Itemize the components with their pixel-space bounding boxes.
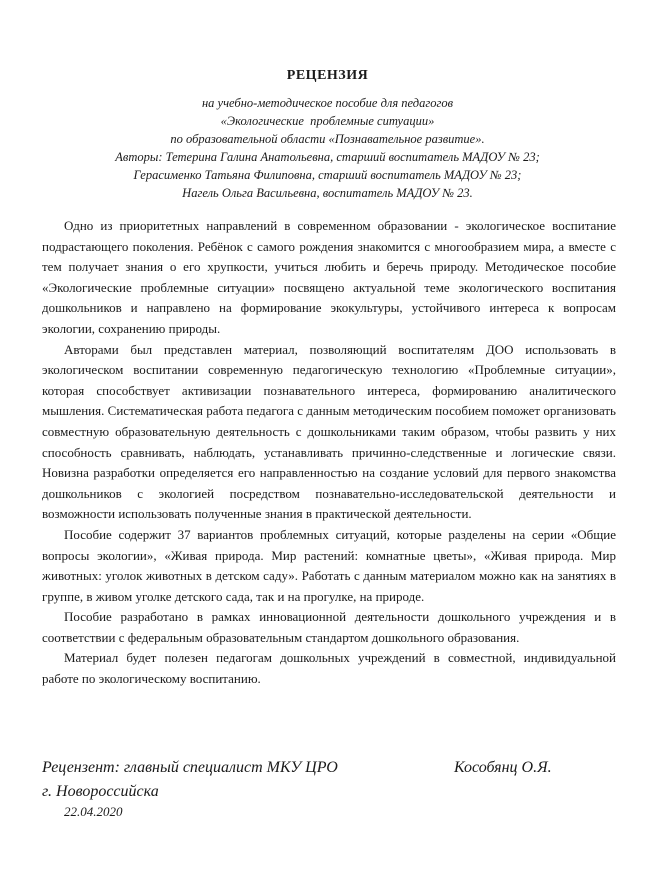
document-body [42,216,616,690]
subtitle-line: Авторы: Тетерина Галина Анатольевна, старший воспитатель МАДОУ № 23; [115,150,540,164]
paragraph: Материал будет полезен педагогам дошкольных учреждений в совместной, индивидуальной работе по экологическому воспитанию. [42,650,616,687]
reviewer-name: Кособянц О.Я. [454,759,552,776]
paragraph: Пособие разработано в рамках инновационной деятельности дошкольного учреждения и в соответствии с федеральным образовательным стандартом дошкольного образования. [42,609,616,645]
paragraph: Пособие содержит 37 вариантов проблемных ситуаций, которые разделены на серии «Общие вопросы экологии», «Живая природа. Мир растений: комнатные цветы», «Живая природа. Мир животных: уголок животных в детском саду». Работать с данным материалом можно как на занятиях в группе, в живом уголке детского сада, так и на прогулке, на природе. [42,526,616,604]
reviewer-city: г. Новороссийска [42,783,159,800]
reviewer-position: Рецензент: главный специалист МКУ ЦРО [42,759,338,776]
subtitle-line: по образовательной области «Познавательное развитие». [170,132,485,146]
subtitle-line: «Экологические проблемные ситуации» [220,114,435,128]
document-title: РЕЦЕНЗИЯ [286,68,369,83]
subtitle-line: Нагель Ольга Васильевна, воспитатель МАДОУ № 23. [182,186,473,200]
subtitle-line: Герасименко Татьяна Филиповна, старший воспитатель МАДОУ № 23; [133,168,522,182]
document-date: 22.04.2020 [64,804,123,819]
document-subtitle [0,94,655,202]
paragraph: Авторами был представлен материал, позволяющий воспитателям ДОО использовать в экологическом воспитании современную педагогическую технологию «Проблемные ситуации», которая способствует активизации познавательного интереса, формированию аналитического мышления. Систематическая работа педагога с данным методическим пособием поможет организовать совместную образовательную деятельность с дошкольниками таким образом, чтобы развить у них способность сравнивать, наблюдать, устанавливать причинно-следственные и логические связи. Новизна разработки определяется его направленностью на создание условий для первого знакомства дошкольников с экологией посредством познавательно-исследовательской деятельности и возможности использовать полученные знания в практической деятельности. [42,341,616,522]
subtitle-line: на учебно-методическое пособие для педагогов [201,96,454,110]
signature-block [42,756,616,804]
paragraph: Одно из приоритетных направлений в современном образовании - экологическое воспитание подрастающего поколения. Ребёнок с самого рождения знакомится с многообразием мира, а вместе с тем получает знания о его хрупкости, учиться любить и беречь природу. Методическое пособие «Экологические проблемные ситуации» посвящено актуальной теме экологического воспитания дошкольников и направлено на формирование экокультуры, устойчивого интереса к вопросам экологии, сохранению природы. [42,218,616,336]
